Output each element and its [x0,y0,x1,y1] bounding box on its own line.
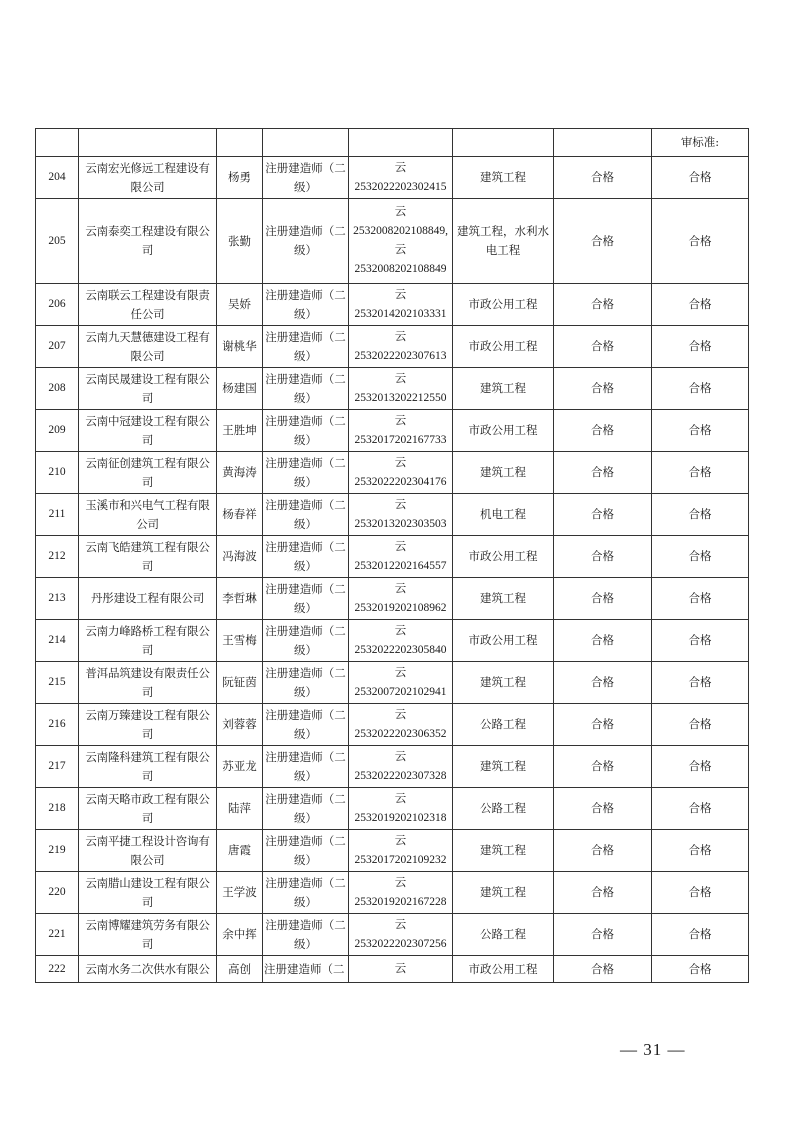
specialty: 公路工程 [453,788,554,830]
company-name: 丹彤建设工程有限公司 [79,578,217,620]
qualification-title: 注册建造师（二级） [263,368,349,410]
certificate-prefix: 云 [394,498,407,511]
specialty: 机电工程 [453,494,554,536]
person-name: 冯海波 [217,536,263,578]
certificate-code: 2532022202307256 [354,937,447,950]
review-result: 合格 [554,157,652,199]
company-name: 云南天略市政工程有限公司 [79,788,217,830]
table-row [36,199,749,284]
qualification-table [35,128,749,983]
row-number: 218 [36,788,79,830]
review-result: 合格 [554,830,652,872]
certificate-number [349,746,453,788]
qualification-title: 注册建造师（二级） [263,284,349,326]
table-row [36,578,749,620]
row-number: 219 [36,830,79,872]
certificate-code: 2532008202108849, [353,225,448,237]
review-result-final: 合格 [652,620,749,662]
review-result-final: 合格 [652,494,749,536]
qualification-title: 注册建造师（二级） [263,452,349,494]
specialty: 公路工程 [453,914,554,956]
company-name: 云南水务二次供水有限公 [79,956,217,983]
certificate-code: 2532007202102941 [354,685,447,698]
row-number: 209 [36,410,79,452]
row-number: 208 [36,368,79,410]
qualification-title: 注册建造师（二级） [263,872,349,914]
certificate-prefix: 云 [394,918,407,931]
certificate-number [349,452,453,494]
certificate-code: 2532019202108962 [354,601,447,614]
qualification-title: 注册建造师（二级） [263,746,349,788]
row-number: 204 [36,157,79,199]
specialty: 建筑工程 [453,746,554,788]
qualification-title: 注册建造师（二级） [263,410,349,452]
certificate-prefix: 云 [394,206,407,218]
table-row [36,452,749,494]
person-name: 唐霞 [217,830,263,872]
table-row [36,494,749,536]
person-name: 阮钲茵 [217,662,263,704]
review-result: 合格 [554,704,652,746]
qualification-title: 注册建造师（二级） [263,199,349,284]
certificate-prefix: 云 [394,666,407,679]
table-row [36,284,749,326]
row-number: 206 [36,284,79,326]
review-result: 合格 [554,746,652,788]
review-result: 合格 [554,872,652,914]
review-result: 合格 [554,914,652,956]
company-name: 云南九天慧德建设工程有限公司 [79,326,217,368]
table-body-last [36,956,749,983]
certificate-code: 2532017202167733 [354,433,447,446]
row-number: 210 [36,452,79,494]
review-result-final: 合格 [652,914,749,956]
row-number: 214 [36,620,79,662]
company-name: 云南万臻建设工程有限公司 [79,704,217,746]
table-row [36,956,749,983]
certificate-number [349,704,453,746]
person-name: 苏亚龙 [217,746,263,788]
review-result: 合格 [554,662,652,704]
row-number: 220 [36,872,79,914]
review-result-final: 合格 [652,830,749,872]
certificate-number [349,914,453,956]
certificate-code: 2532013202212550 [354,391,447,404]
company-name: 云南联云工程建设有限责任公司 [79,284,217,326]
company-name: 普洱品筑建设有限责任公司 [79,662,217,704]
person-name: 谢桃华 [217,326,263,368]
review-result-final: 合格 [652,956,749,983]
certificate-code: 2532008202108849 [354,263,447,275]
specialty: 市政公用工程 [453,536,554,578]
review-result: 合格 [554,620,652,662]
certificate-number [349,326,453,368]
header-cell [79,129,217,157]
certificate-number [349,872,453,914]
header-cell [554,129,652,157]
company-name: 云南泰奕工程建设有限公司 [79,199,217,284]
certificate-code: 2532022202306352 [354,727,447,740]
qualification-title: 注册建造师（二级） [263,788,349,830]
specialty: 市政公用工程 [453,410,554,452]
review-result: 合格 [554,578,652,620]
row-number: 213 [36,578,79,620]
row-number: 222 [36,956,79,983]
certificate-code: 2532017202109232 [354,853,447,866]
person-name: 李哲琳 [217,578,263,620]
certificate-prefix: 云 [394,456,407,469]
review-result: 合格 [554,368,652,410]
certificate-number [349,830,453,872]
certificate-number [349,410,453,452]
review-result: 合格 [554,452,652,494]
certificate-number [349,578,453,620]
person-name: 王雪梅 [217,620,263,662]
row-number: 215 [36,662,79,704]
table-row [36,157,749,199]
header-cell [263,129,349,157]
certificate-prefix: 云 [394,750,407,763]
specialty: 市政公用工程 [453,326,554,368]
review-result-final: 合格 [652,704,749,746]
company-name: 云南平捷工程设计咨询有限公司 [79,830,217,872]
qualification-title: 注册建造师（二级） [263,830,349,872]
certificate-prefix: 云 [394,244,407,256]
header-cell [217,129,263,157]
certificate-code: 2532013202303503 [354,517,447,530]
table-row [36,368,749,410]
review-result: 合格 [554,284,652,326]
certificate-prefix: 云 [394,288,407,301]
person-name: 陆萍 [217,788,263,830]
review-result: 合格 [554,199,652,284]
person-name: 王胜坤 [217,410,263,452]
company-name: 云南博耀建筑劳务有限公司 [79,914,217,956]
qualification-title: 注册建造师（二级） [263,578,349,620]
certificate-code: 2532014202103331 [354,307,447,320]
header-cell [453,129,554,157]
table-row [36,872,749,914]
table-row [36,410,749,452]
person-name: 刘蓉蓉 [217,704,263,746]
table-row [36,620,749,662]
table-row [36,662,749,704]
qualification-title: 注册建造师（二级） [263,704,349,746]
qualification-title: 注册建造师（二级） [263,914,349,956]
review-result-final: 合格 [652,410,749,452]
table-row [36,788,749,830]
certificate-number [349,662,453,704]
specialty: 市政公用工程 [453,956,554,983]
header-cell [36,129,79,157]
certificate-number [349,536,453,578]
row-number: 216 [36,704,79,746]
certificate-number [349,157,453,199]
certificate-prefix: 云 [394,372,407,385]
specialty: 建筑工程 [453,830,554,872]
specialty: 市政公用工程 [453,284,554,326]
person-name: 高创 [217,956,263,983]
row-number: 211 [36,494,79,536]
certificate-prefix: 云 [394,876,407,889]
certificate-code: 2532022202307613 [354,349,447,362]
certificate-number [349,620,453,662]
certificate-code: 2532022202307328 [354,769,447,782]
specialty: 建筑工程 [453,452,554,494]
certificate-number [349,368,453,410]
review-result: 合格 [554,494,652,536]
qualification-title: 注册建造师（二级） [263,620,349,662]
certificate-prefix: 云 [394,414,407,427]
qualification-title: 注册建造师（二级） [263,494,349,536]
person-name: 余中挥 [217,914,263,956]
person-name: 杨建国 [217,368,263,410]
certificate-prefix: 云 [394,582,407,595]
person-name: 张勤 [217,199,263,284]
header-cell [349,129,453,157]
company-name: 云南力峰路桥工程有限公司 [79,620,217,662]
review-result-final: 合格 [652,746,749,788]
certificate-number [349,494,453,536]
review-result-final: 合格 [652,788,749,830]
review-result: 合格 [554,536,652,578]
row-number: 221 [36,914,79,956]
table-body [36,129,749,956]
review-result-final: 合格 [652,452,749,494]
table-header-row [36,129,749,157]
review-result-final: 合格 [652,662,749,704]
certificate-prefix: 云 [394,540,407,553]
table-row [36,746,749,788]
review-result-final: 合格 [652,368,749,410]
certificate-number [349,284,453,326]
specialty: 建筑工程，水利水电工程 [453,199,554,284]
certificate-code: 2532019202102318 [354,811,447,824]
certificate-code: 2532022202302415 [354,180,447,193]
specialty: 建筑工程 [453,368,554,410]
qualification-title: 注册建造师（二级） [263,157,349,199]
row-number: 217 [36,746,79,788]
person-name: 杨勇 [217,157,263,199]
certificate-code: 2532022202305840 [354,643,447,656]
certificate-code: 2532019202167228 [354,895,447,908]
qualification-title: 注册建造师（二 [263,956,349,983]
header-note: 审标准: [652,129,749,157]
review-result-final: 合格 [652,536,749,578]
person-name: 杨春祥 [217,494,263,536]
certificate-prefix: 云 [394,330,407,343]
row-number: 207 [36,326,79,368]
review-result: 合格 [554,326,652,368]
certificate-prefix: 云 [394,624,407,637]
person-name: 吴娇 [217,284,263,326]
certificate-code: 2532012202164557 [354,559,447,572]
specialty: 建筑工程 [453,578,554,620]
company-name: 云南征创建筑工程有限公司 [79,452,217,494]
company-name: 云南中冠建设工程有限公司 [79,410,217,452]
qualification-title: 注册建造师（二级） [263,536,349,578]
certificate-number [349,199,453,284]
company-name: 玉溪市和兴电气工程有限公司 [79,494,217,536]
company-name: 云南宏光修远工程建设有限公司 [79,157,217,199]
certificate-number [349,788,453,830]
row-number: 205 [36,199,79,284]
review-result-final: 合格 [652,157,749,199]
review-result-final: 合格 [652,326,749,368]
review-result-final: 合格 [652,872,749,914]
review-result: 合格 [554,410,652,452]
review-result-final: 合格 [652,284,749,326]
table-row [36,914,749,956]
company-name: 云南民晟建设工程有限公司 [79,368,217,410]
specialty: 建筑工程 [453,157,554,199]
review-result: 合格 [554,788,652,830]
certificate-prefix: 云 [394,792,407,805]
specialty: 建筑工程 [453,872,554,914]
row-number: 212 [36,536,79,578]
specialty: 市政公用工程 [453,620,554,662]
certificate-prefix: 云 [394,834,407,847]
specialty: 建筑工程 [453,662,554,704]
certificate-prefix: 云 [394,708,407,721]
review-result-final: 合格 [652,578,749,620]
person-name: 黄海涛 [217,452,263,494]
table-row [36,704,749,746]
certificate-code: 2532022202304176 [354,475,447,488]
company-name: 云南腊山建设工程有限公司 [79,872,217,914]
qualification-title: 注册建造师（二级） [263,662,349,704]
table-row [36,326,749,368]
company-name: 云南隆科建筑工程有限公司 [79,746,217,788]
review-result: 合格 [554,956,652,983]
qualification-title: 注册建造师（二级） [263,326,349,368]
certificate-prefix: 云 [394,161,407,174]
page-number: — 31 — [620,1040,686,1059]
company-name: 云南飞皓建筑工程有限公司 [79,536,217,578]
certificate-number: 云 [349,956,453,983]
specialty: 公路工程 [453,704,554,746]
table-row [36,536,749,578]
person-name: 王学波 [217,872,263,914]
review-result-final: 合格 [652,199,749,284]
table-row [36,830,749,872]
